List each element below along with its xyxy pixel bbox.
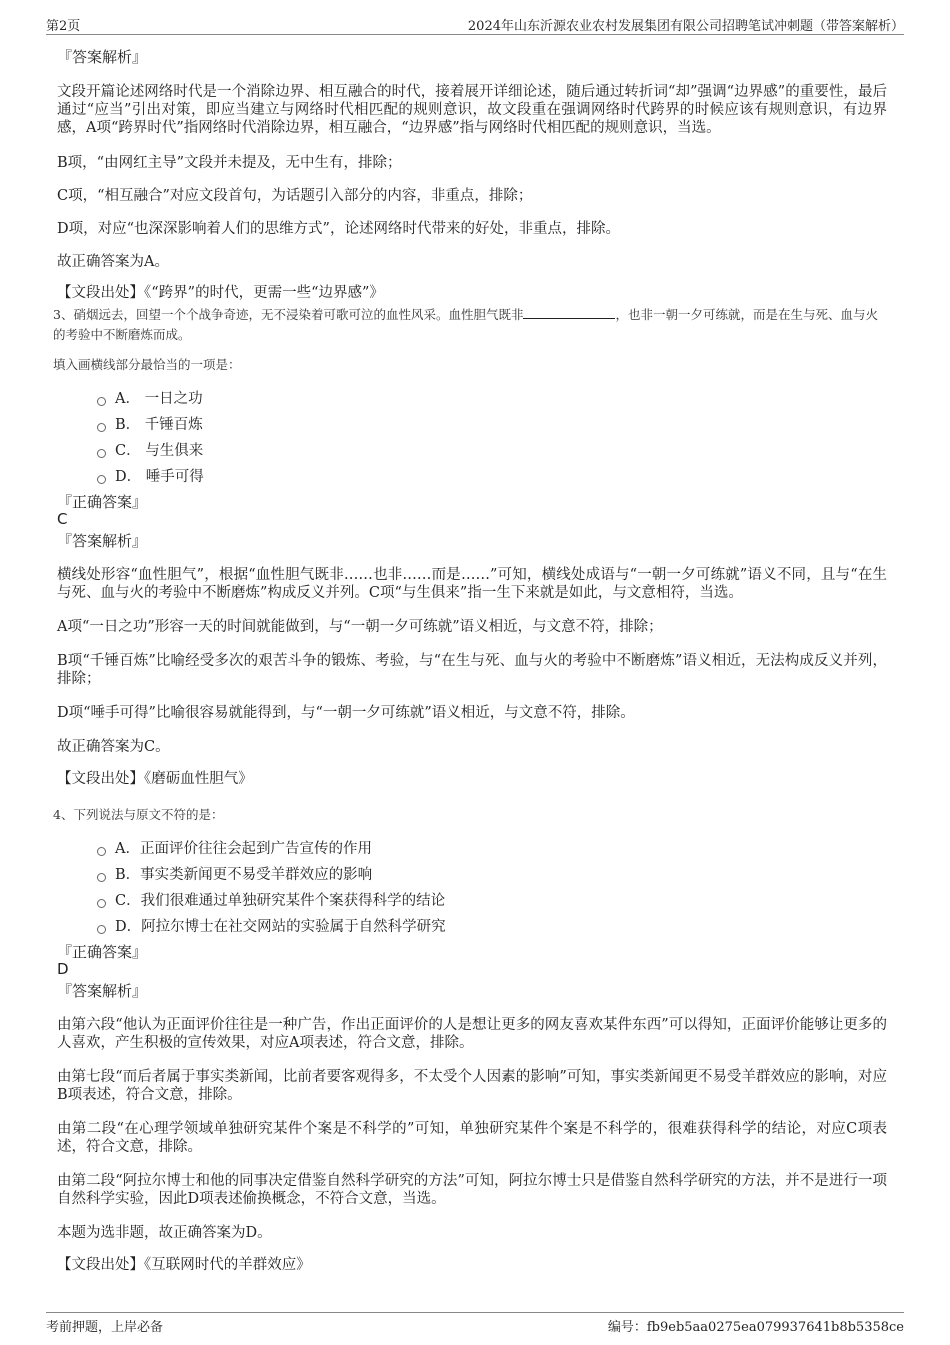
analysis-paragraph: A项“一日之功”形容一天的时间就能做到，与“一朝一夕可练就”语义相近，与文意不符，排除； — [57, 619, 663, 635]
radio-icon[interactable] — [97, 925, 106, 934]
analysis-paragraph: 由第二段“在心理学领域单独研究某件个案是不科学的”可知，单独研究某件个案是不科学的，很难获得科学的结论，对应C项表述，符合文意，排除。 — [57, 1121, 887, 1155]
option-label: B． 千锤百炼 — [115, 417, 203, 433]
analysis-paragraph: B项“千锤百炼”比喻经受多次的艰苦斗争的锻炼、考验，与“在生与死、血与火的考验中不断磨炼”语义相近，无法构成反义并列，排除； — [57, 653, 887, 687]
analysis-conclusion: 本题为选非题，故正确答案为D。 — [57, 1225, 272, 1241]
correct-answer-label: 『正确答案』 — [57, 943, 148, 961]
correct-answer-label: 『正确答案』 — [57, 493, 148, 511]
question-stem-part1: 3、硝烟远去，回望一个个战争奇迹，无不浸染着可歌可泣的血性风采。血性胆气既非 — [53, 307, 524, 322]
option-b[interactable] — [97, 862, 887, 888]
option-label: A． 一日之功 — [115, 391, 203, 407]
radio-icon[interactable] — [97, 449, 106, 458]
analysis-paragraph: 由第七段“而后者属于事实类新闻，比前者要客观得多，不太受个人因素的影响”可知，事实类新闻更不易受羊群效应的影响，对应B项表述，符合文意，排除。 — [57, 1069, 887, 1103]
page-number: 第2页 — [46, 19, 81, 34]
correct-answer-value: D — [57, 960, 69, 978]
footer-slogan: 考前押题，上岸必备 — [46, 1320, 164, 1335]
analysis-paragraph: D项，对应“也深深影响着人们的思维方式”，论述网络时代带来的好处，非重点，排除。 — [57, 221, 620, 237]
question-stem: 4、下列说法与原文不符的是： — [53, 807, 224, 822]
page-footer — [46, 1312, 904, 1335]
analysis-paragraph: C项，“相互融合”对应文段首句，为话题引入部分的内容，非重点，排除； — [57, 188, 533, 204]
analysis-conclusion: 故正确答案为A。 — [57, 254, 169, 270]
analysis-conclusion: 故正确答案为C。 — [57, 739, 170, 755]
fill-blank — [523, 304, 615, 319]
option-label: C． 与生俱来 — [115, 443, 204, 459]
option-list — [57, 836, 887, 940]
question-prompt: 填入画横线部分最恰当的一项是： — [53, 357, 241, 372]
option-label: A．正面评价往往会起到广告宣传的作用 — [115, 841, 372, 857]
analysis-paragraph: 由第二段“阿拉尔博士和他的同事决定借鉴自然科学研究的方法”可知，阿拉尔博士只是借鉴自然科学研究的方法，并不是进行一项自然科学实验，因此D项表述偷换概念，不符合文意，当选。 — [57, 1173, 887, 1207]
option-list — [57, 386, 887, 490]
radio-icon[interactable] — [97, 873, 106, 882]
radio-icon[interactable] — [97, 899, 106, 908]
option-label: D．阿拉尔博士在社交网站的实验属于自然科学研究 — [115, 919, 446, 935]
analysis-label: 『答案解析』 — [57, 48, 148, 66]
option-c[interactable] — [97, 438, 887, 464]
radio-icon[interactable] — [97, 397, 106, 406]
page-header — [46, 14, 904, 35]
option-b[interactable] — [97, 412, 887, 438]
document-title: 2024年山东沂源农业农村发展集团有限公司招聘笔试冲刺题（带答案解析） — [467, 19, 904, 34]
radio-icon[interactable] — [97, 847, 106, 856]
option-label: C．我们很难通过单独研究某件个案获得科学的结论 — [115, 893, 446, 909]
source-citation: 【文段出处】《“跨界”的时代，更需一些“边界感”》 — [57, 285, 384, 301]
option-a[interactable] — [97, 836, 887, 862]
analysis-label: 『答案解析』 — [57, 532, 148, 550]
radio-icon[interactable] — [97, 475, 106, 484]
question-stem-part2: ，也非一朝一夕可练就，而是在生与死、血与火的考验中不断磨炼而成。 — [53, 307, 878, 342]
page-content — [53, 46, 887, 1274]
analysis-paragraph: 文段开篇论述网络时代是一个消除边界、相互融合的时代，接着展开详细论述，随后通过转折词“却”强调“边界感”的重要性，最后通过“应当”引出对策，即应当建立与网络时代相匹配的规则意识，故文段重在强调网络时代跨界的时候应该有规则意识，有边界感，A项“跨界时代”指网络时代消除边界，相互融合，“边界感”指与网络时代相匹配的规则意识，当选。 — [57, 84, 887, 136]
question-stem — [53, 304, 887, 345]
correct-answer-value: C — [57, 510, 68, 528]
radio-icon[interactable] — [97, 423, 106, 432]
analysis-label: 『答案解析』 — [57, 982, 148, 1000]
analysis-paragraph: D项“唾手可得”比喻很容易就能得到，与“一朝一夕可练就”语义相近，与文意不符，排除。 — [57, 705, 635, 721]
option-label: B．事实类新闻更不易受羊群效应的影响 — [115, 867, 373, 883]
option-c[interactable] — [97, 888, 887, 914]
analysis-paragraph: B项，“由网红主导”文段并未提及，无中生有，排除； — [57, 155, 402, 171]
document-id: 编号：fb9eb5aa0275ea079937641b8b5358ce — [607, 1320, 904, 1335]
source-citation: 【文段出处】《磨砺血性胆气》 — [57, 771, 253, 787]
option-d[interactable] — [97, 464, 887, 490]
source-citation: 【文段出处】《互联网时代的羊群效应》 — [57, 1257, 311, 1273]
option-label: D． 唾手可得 — [115, 469, 204, 485]
analysis-paragraph: 由第六段“他认为正面评价往往是一种广告，作出正面评价的人是想让更多的网友喜欢某件东西”可以得知，正面评价能够让更多的人喜欢，产生积极的宣传效果，对应A项表述，符合文意，排除。 — [57, 1017, 887, 1051]
analysis-paragraph: 横线处形容“血性胆气”，根据“血性胆气既非……也非……而是……”可知，横线处成语与“一朝一夕可练就”语义不同，且与“在生与死、血与火的考验中不断磨炼”构成反义并列。C项“与生俱来”指一生下来就是如此，与文意相符，当选。 — [57, 567, 887, 601]
option-a[interactable] — [97, 386, 887, 412]
option-d[interactable] — [97, 914, 887, 940]
